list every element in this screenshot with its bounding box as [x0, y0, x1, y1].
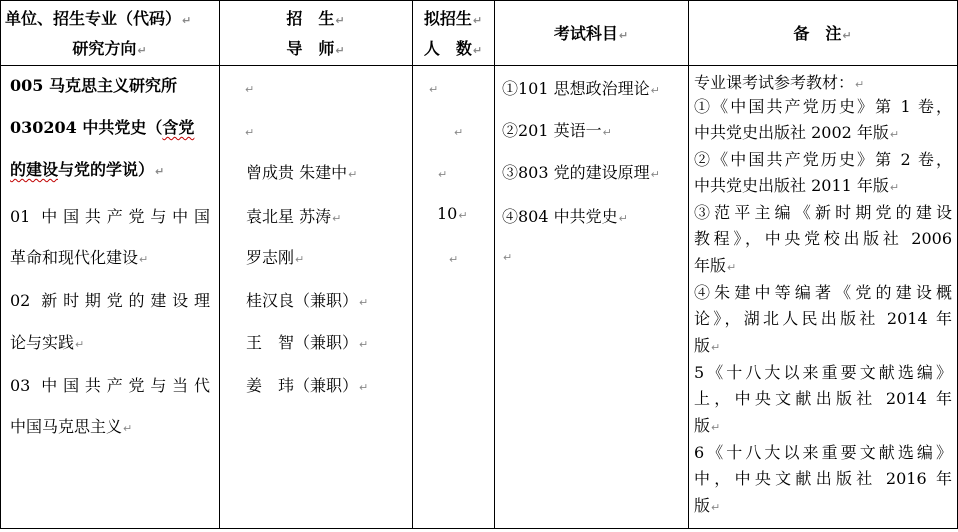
advisor-empty-mark-1: ↵: [245, 83, 255, 96]
remark-6-line3: 版↵: [694, 496, 721, 515]
remark-1-line2: 中共党史出版社 2002 年版↵: [694, 123, 900, 142]
advisor-names: 王 智（兼职）↵: [246, 333, 369, 352]
advisor-names: 曾成贵 朱建中↵: [246, 163, 358, 182]
institute-name: 005 马克思主义研究所: [10, 76, 177, 95]
direction-3-line2: 中国马克思主义↵: [10, 417, 133, 436]
remark-1-line1: ①《中国共产党历史》第 1 卷，: [694, 97, 952, 116]
advisor-empty-mark-2: ↵: [245, 126, 255, 139]
remark-4-line3: 版↵: [694, 336, 721, 355]
header-exam: 考试科目↵: [553, 24, 629, 43]
header-advisor-line2: 导 师↵: [286, 39, 345, 58]
header-remarks: 备 注↵: [793, 24, 852, 43]
direction-1-line1: 01 中国共产党与中国: [10, 207, 210, 226]
advisor-names: 罗志刚↵: [246, 248, 305, 267]
direction-3-line1: 03 中国共产党与当代: [10, 376, 210, 395]
table-border-bottom: [0, 528, 958, 529]
direction-1-line2: 革命和现代化建设↵: [10, 248, 149, 267]
advisor-names: 姜 玮（兼职）↵: [246, 376, 369, 395]
major-line2: 的建设与党的学说）↵: [10, 160, 165, 179]
column-divider-3: [494, 0, 495, 529]
remark-5-line2: 上，中央文献出版社 2014 年: [694, 389, 952, 408]
remark-2-line1: ②《中国共产党历史》第 2 卷，: [694, 150, 952, 169]
remark-6-line2: 中，中央文献出版社 2016 年: [694, 469, 952, 488]
exam-empty-mark: ↵: [503, 251, 513, 264]
table-border-left: [0, 0, 1, 529]
remarks-title: 专业课考试参考教材：↵: [694, 73, 865, 92]
direction-2-line1: 02 新时期党的建设理: [10, 291, 210, 310]
remark-3-line2: 教程》，中央党校出版社 2006: [694, 229, 952, 248]
remark-3-line1: ③范平主编《新时期党的建设: [694, 203, 952, 222]
table-border-top: [0, 0, 958, 1]
quota-empty-mark-3: ↵: [438, 168, 448, 181]
remark-3-line3: 年版↵: [694, 256, 737, 275]
header-advisor-line1: 招 生↵: [286, 9, 345, 28]
remark-6-line1: 6《十八大以来重要文献选编》: [694, 443, 952, 462]
remark-4-line1: ④朱建中等编著《党的建设概: [694, 283, 952, 302]
quota-empty-mark-2: ↵: [454, 126, 464, 139]
header-unit-line1: 单位、招生专业（代码）↵: [5, 9, 192, 28]
remark-5-line1: 5《十八大以来重要文献选编》: [694, 363, 952, 382]
advisor-names: 桂汉良（兼职）↵: [246, 291, 369, 310]
quota-empty-mark-1: ↵: [429, 83, 439, 96]
remark-2-line2: 中共党史出版社 2011 年版↵: [694, 176, 900, 195]
remark-4-line2: 论》，湖北人民出版社 2014 年: [694, 309, 952, 328]
exam-subject: ④804 中共党史↵: [502, 207, 628, 226]
column-divider-2: [412, 0, 413, 529]
header-unit-line2: 研究方向↵: [72, 39, 147, 58]
direction-2-line2: 论与实践↵: [10, 333, 85, 352]
major-line1: 030204 中共党史（含党: [10, 118, 195, 137]
header-quota-line1: 拟招生↵: [423, 9, 483, 28]
remark-5-line3: 版↵: [694, 416, 721, 435]
column-divider-4: [688, 0, 689, 529]
quota-value: 10↵: [437, 204, 468, 223]
exam-subject: ①101 思想政治理论↵: [502, 79, 660, 98]
exam-subject: ②201 英语一↵: [502, 121, 612, 140]
column-divider-1: [219, 0, 220, 529]
advisor-names: 袁北星 苏涛↵: [246, 207, 342, 226]
quota-empty-mark-4: ↵: [449, 253, 459, 266]
header-bottom-border: [0, 65, 958, 66]
exam-subject: ③803 党的建设原理↵: [502, 163, 660, 182]
header-quota-line2: 人 数↵: [423, 39, 483, 58]
